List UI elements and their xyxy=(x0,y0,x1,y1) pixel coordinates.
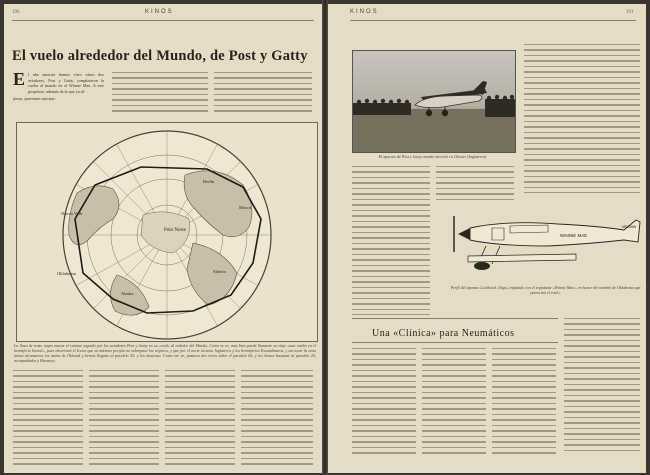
lower-column-4 xyxy=(241,370,313,469)
crowd-left xyxy=(353,99,411,115)
map-label: Moscú xyxy=(239,205,252,210)
section-title: Una «Clínica» para Neumáticos xyxy=(372,328,515,339)
article-title: El vuelo alrededor del Mundo, de Post y Gatty xyxy=(12,48,308,64)
page-number-left: 190 xyxy=(12,10,20,15)
section-column-2 xyxy=(422,348,486,458)
intro-paragraph-cont: jimos, queremos mostrar: xyxy=(13,96,56,101)
section-column-3 xyxy=(492,348,556,458)
body-column-3 xyxy=(214,72,312,116)
header-rule xyxy=(350,20,636,21)
airplane-profile-drawing xyxy=(448,206,643,282)
map-graphic xyxy=(17,123,317,341)
drawing-caption: Perfil del aparato Lockheed «Vega» tripulado con el tripulante «Winnie Mae», en honor del nombre de Oklahoma que patrocinó el vuelo. xyxy=(450,285,641,295)
photo-graphic xyxy=(353,51,515,152)
page-number-right: 191 xyxy=(626,10,634,15)
map-label: Nueva York xyxy=(61,211,83,216)
map-label: Siberia xyxy=(213,269,226,274)
right-column-2 xyxy=(436,166,514,204)
left-page xyxy=(4,4,322,473)
map-label: Polo Norte xyxy=(164,228,186,233)
photo-caption: El aparato de Post y Gatty cuando aterrizó en Chester (Inglaterra). xyxy=(378,154,488,159)
body-column-2 xyxy=(112,72,208,116)
fuselage xyxy=(470,220,640,246)
lower-column-2 xyxy=(89,370,159,469)
airplane-photo xyxy=(352,50,516,153)
propeller-hub xyxy=(458,228,470,240)
map-caption: La línea de trazo negro marca el camino seguido por los aviadores Post y Gatty en su «raid» al rededor del Mundo. Como se ve, mas bien puede llamarse su viaje «una vuelta en el hemisferio boreal», pues observará el lector que su máximo periplo no sobrepasó los trópicos, y que por el norte tocaron Inglaterra y los hemisferios Escandinavos, y sin tocar la zona ártica alcanzaron los mares de Okhotsk y hemos llegado al paralelo 55, y los lasstomo. Como ser ve, pasaron dos veces sobre el paralelo 60, y los hemos bastante al paralelo 25, acompañados y Harmeyx. xyxy=(14,343,316,363)
intro-paragraph: l año anterior hemos visto cómo dos aviadores, Post y Gatty, completaron la vuelta al mundo en el Winnie Mae. A este propósito, además de la que ya di- xyxy=(28,72,104,94)
header-rule xyxy=(12,20,314,21)
running-head-left: KINOS xyxy=(145,9,174,15)
section-column-4 xyxy=(564,318,640,455)
landing-gear xyxy=(474,262,490,270)
drawing-graphic xyxy=(448,206,643,282)
section-column-1 xyxy=(352,348,416,458)
map-label: Oklahoma xyxy=(57,271,76,276)
crowd-right xyxy=(485,95,515,117)
lower-column-1 xyxy=(13,370,83,469)
wing-plan xyxy=(468,254,576,262)
lower-column-3 xyxy=(165,370,235,469)
map-label: Alaska xyxy=(121,291,134,296)
drop-cap: E xyxy=(13,69,26,89)
right-column-1 xyxy=(352,166,430,320)
section-divider-bottom xyxy=(352,342,558,343)
map-label: Berlín xyxy=(203,179,215,184)
registration-text: WINNIE MAE xyxy=(560,233,588,238)
right-column-3 xyxy=(524,44,640,198)
section-divider xyxy=(352,318,558,319)
polar-route-map xyxy=(16,122,318,342)
tail-mark: NR105W xyxy=(622,225,637,229)
running-head-right: KINOS xyxy=(350,9,379,15)
